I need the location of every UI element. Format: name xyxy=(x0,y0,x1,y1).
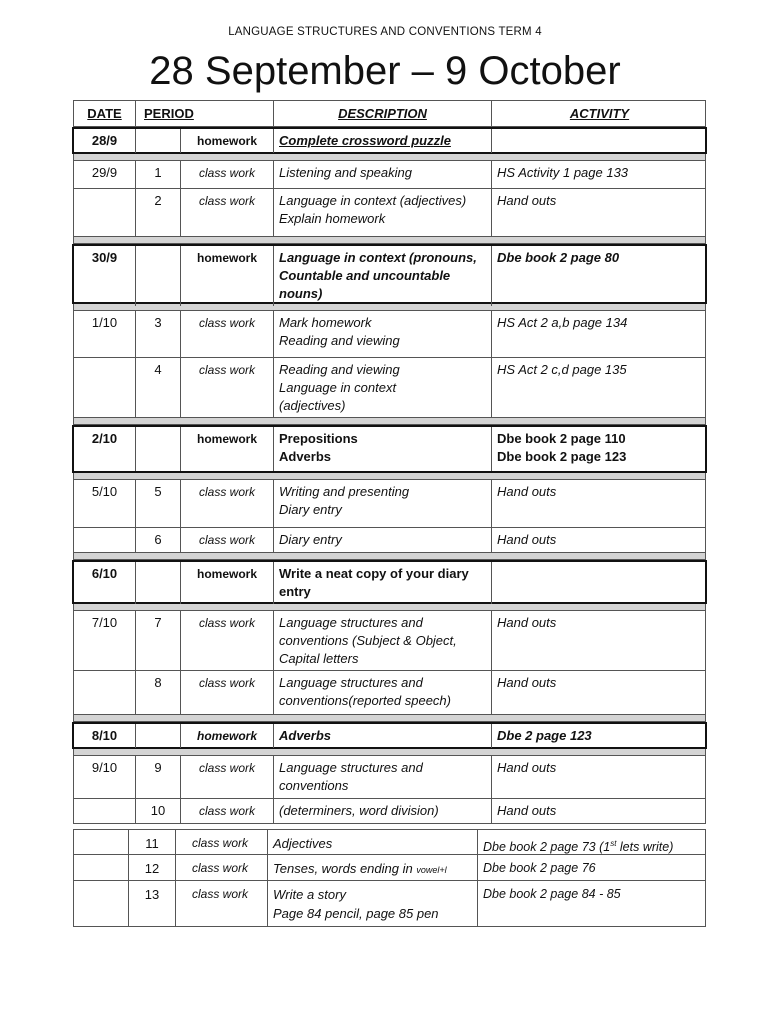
table-row xyxy=(73,358,706,418)
period-cell: 7 xyxy=(136,611,181,671)
description-cell xyxy=(274,480,492,527)
description-line: Reading and viewing xyxy=(279,362,400,377)
description-line: Write a story xyxy=(273,887,346,902)
table-body xyxy=(73,127,706,824)
activity-line: HS Act 2 a,b page 134 xyxy=(497,315,628,330)
description-line: Language in context (adjectives) xyxy=(279,193,467,208)
activity-line: Hand outs xyxy=(497,675,557,690)
description-line: Explain homework xyxy=(279,211,386,226)
description-line: conventions (Subject & Object, xyxy=(279,633,457,648)
date-cell: 7/10 xyxy=(74,611,136,671)
table-row xyxy=(73,881,706,927)
type-cell: class work xyxy=(181,528,274,552)
header-description: DESCRIPTION xyxy=(274,101,492,126)
type-cell: class work xyxy=(181,756,274,798)
activity-line: Hand outs xyxy=(497,803,557,818)
description-line: Diary entry xyxy=(279,502,342,517)
description-line: Complete crossword puzzle xyxy=(279,133,451,148)
homework-row xyxy=(72,244,707,304)
description-line: (adjectives) xyxy=(279,398,346,413)
activity-cell xyxy=(492,358,707,418)
extra-table xyxy=(73,829,706,927)
period-cell xyxy=(136,427,181,471)
activity-cell xyxy=(478,855,707,884)
date-cell: 29/9 xyxy=(74,161,136,188)
type-cell: homework xyxy=(181,562,274,604)
period-cell: 3 xyxy=(136,311,181,357)
type-cell: class work xyxy=(181,799,274,823)
table-row xyxy=(73,829,706,855)
date-cell: 8/10 xyxy=(74,724,136,748)
activity-cell xyxy=(478,830,707,857)
date-cell: 30/9 xyxy=(74,246,136,306)
activity-line: Dbe book 2 page 76 xyxy=(483,861,596,875)
header-blank xyxy=(181,101,274,126)
row-separator xyxy=(73,473,706,480)
description-line: (determiners, word division) xyxy=(279,803,439,818)
activity-line-tail: lets write) xyxy=(616,840,674,855)
description-cell xyxy=(274,528,492,552)
description-line: Write a neat copy of your diary xyxy=(279,566,469,581)
description-line: Prepositions xyxy=(279,431,358,446)
description-line: Countable and uncountable xyxy=(279,268,451,283)
activity-line: Hand outs xyxy=(497,760,557,775)
activity-cell xyxy=(492,724,707,748)
homework-row xyxy=(72,425,707,473)
description-line: Diary entry xyxy=(279,532,342,547)
type-cell: class work xyxy=(176,830,268,857)
table-row xyxy=(73,189,706,237)
activity-cell xyxy=(492,671,707,714)
description-line: Adverbs xyxy=(279,449,332,464)
description-line: nouns) xyxy=(279,286,323,301)
description-cell xyxy=(274,427,492,471)
type-cell: homework xyxy=(181,427,274,471)
activity-line: Dbe book 2 page 110 xyxy=(497,431,626,446)
description-cell xyxy=(274,799,492,823)
type-cell: homework xyxy=(181,129,274,153)
activity-cell xyxy=(492,246,707,306)
date-cell xyxy=(74,799,136,823)
table-row xyxy=(73,756,706,799)
row-separator xyxy=(73,715,706,722)
activity-cell xyxy=(492,756,707,798)
description-line: conventions xyxy=(279,778,349,793)
period-cell: 8 xyxy=(136,671,181,714)
period-cell xyxy=(136,129,181,153)
date-cell xyxy=(74,358,136,418)
row-separator xyxy=(73,237,706,244)
header-activity: ACTIVITY xyxy=(569,106,630,121)
description-line: Language structures and xyxy=(279,760,423,775)
homework-row xyxy=(72,560,707,604)
date-cell: 1/10 xyxy=(74,311,136,357)
type-cell: class work xyxy=(181,189,274,236)
type-cell: class work xyxy=(181,611,274,671)
description-cell xyxy=(268,830,478,857)
activity-cell xyxy=(478,881,707,927)
period-cell: 2 xyxy=(136,189,181,236)
table-header-row xyxy=(73,100,706,127)
type-cell: class work xyxy=(176,881,268,927)
description-line: conventions(reported speech) xyxy=(279,693,451,708)
activity-cell xyxy=(492,427,707,471)
table-row xyxy=(73,528,706,553)
date-cell: 5/10 xyxy=(74,480,136,527)
header-date: DATE xyxy=(74,101,136,126)
activity-line: Dbe 2 page 123 xyxy=(497,728,592,743)
date-cell xyxy=(74,855,129,884)
row-separator xyxy=(73,418,706,425)
row-separator xyxy=(73,604,706,611)
description-cell xyxy=(274,246,492,306)
description-line: Language structures and xyxy=(279,675,423,690)
activity-line: HS Activity 1 page 133 xyxy=(497,165,629,180)
table-row xyxy=(73,671,706,715)
type-cell: class work xyxy=(181,358,274,418)
description-cell xyxy=(274,129,492,153)
description-small-text: vowel+l xyxy=(416,865,447,875)
description-line: Adjectives xyxy=(273,836,333,851)
description-line: Writing and presenting xyxy=(279,484,410,499)
period-cell: 4 xyxy=(136,358,181,418)
activity-cell xyxy=(492,480,707,527)
table-row xyxy=(73,480,706,528)
activity-cell xyxy=(492,129,707,153)
activity-line: Dbe book 2 page 73 (1 xyxy=(483,840,611,855)
activity-cell xyxy=(492,611,707,671)
table-row xyxy=(73,611,706,671)
activity-cell xyxy=(492,562,707,604)
description-cell xyxy=(274,189,492,236)
description-line: Adverbs xyxy=(279,728,332,743)
row-separator xyxy=(73,553,706,560)
date-cell: 28/9 xyxy=(74,129,136,153)
table-row xyxy=(73,855,706,881)
period-cell: 5 xyxy=(136,480,181,527)
description-line: Mark homework xyxy=(279,315,372,330)
date-cell xyxy=(74,830,129,857)
description-line: Reading and viewing xyxy=(279,333,400,348)
period-cell xyxy=(136,562,181,604)
description-line: Language structures and xyxy=(279,615,423,630)
type-cell: class work xyxy=(181,161,274,188)
type-cell: class work xyxy=(181,311,274,357)
type-cell: homework xyxy=(181,724,274,748)
period-cell: 12 xyxy=(129,855,176,884)
homework-row xyxy=(72,127,707,154)
period-cell: 6 xyxy=(136,528,181,552)
description-line: Language in context xyxy=(279,380,397,395)
description-cell xyxy=(268,881,478,927)
table-row xyxy=(73,799,706,824)
period-cell: 1 xyxy=(136,161,181,188)
period-cell: 10 xyxy=(136,799,181,823)
activity-line: Hand outs xyxy=(497,193,557,208)
date-cell xyxy=(74,881,129,927)
homework-row xyxy=(72,722,707,749)
date-cell xyxy=(74,189,136,236)
activity-superscript: st xyxy=(610,839,617,848)
type-cell: homework xyxy=(181,246,274,306)
activity-cell xyxy=(492,311,707,357)
type-cell: class work xyxy=(181,671,274,714)
period-cell: 11 xyxy=(129,830,176,857)
schedule-table xyxy=(73,100,706,824)
activity-line: Hand outs xyxy=(497,532,557,547)
row-separator xyxy=(73,749,706,756)
activity-line: Dbe book 2 page 80 xyxy=(497,250,620,265)
description-line: Page 84 pencil, page 85 pen xyxy=(273,906,439,921)
period-cell: 9 xyxy=(136,756,181,798)
document-title: 28 September – 9 October xyxy=(149,49,621,93)
header-period: PERIOD xyxy=(144,106,194,121)
row-separator xyxy=(73,154,706,161)
description-cell xyxy=(274,611,492,671)
type-cell: class work xyxy=(176,855,268,884)
description-line: Tenses, words ending in xyxy=(273,861,417,876)
activity-line: Hand outs xyxy=(497,484,557,499)
description-line: Language in context (pronouns, xyxy=(279,250,477,265)
activity-cell xyxy=(492,161,707,188)
activity-line: Dbe book 2 page 84 - 85 xyxy=(483,887,621,901)
date-cell: 6/10 xyxy=(74,562,136,604)
period-cell xyxy=(136,246,181,306)
description-cell xyxy=(268,855,478,884)
date-cell xyxy=(74,528,136,552)
description-cell xyxy=(274,756,492,798)
description-cell xyxy=(274,161,492,188)
table-row xyxy=(73,311,706,358)
description-cell xyxy=(274,562,492,604)
document-subtitle: LANGUAGE STRUCTURES AND CONVENTIONS TERM 4 xyxy=(228,26,542,38)
activity-cell xyxy=(492,189,707,236)
description-cell xyxy=(274,311,492,357)
activity-line: Hand outs xyxy=(497,615,557,630)
description-cell xyxy=(274,358,492,418)
description-cell xyxy=(274,671,492,714)
period-cell: 13 xyxy=(129,881,176,927)
description-line: entry xyxy=(279,584,311,599)
period-cell xyxy=(136,724,181,748)
activity-cell xyxy=(492,799,707,823)
activity-line: HS Act 2 c,d page 135 xyxy=(497,362,627,377)
type-cell: class work xyxy=(181,480,274,527)
description-line: Listening and speaking xyxy=(279,165,412,180)
date-cell: 2/10 xyxy=(74,427,136,471)
table-row xyxy=(73,161,706,189)
activity-line: Dbe book 2 page 123 xyxy=(497,449,627,464)
date-cell xyxy=(74,671,136,714)
activity-cell xyxy=(492,528,707,552)
description-cell xyxy=(274,724,492,748)
description-line: Capital letters xyxy=(279,651,359,666)
date-cell: 9/10 xyxy=(74,756,136,798)
